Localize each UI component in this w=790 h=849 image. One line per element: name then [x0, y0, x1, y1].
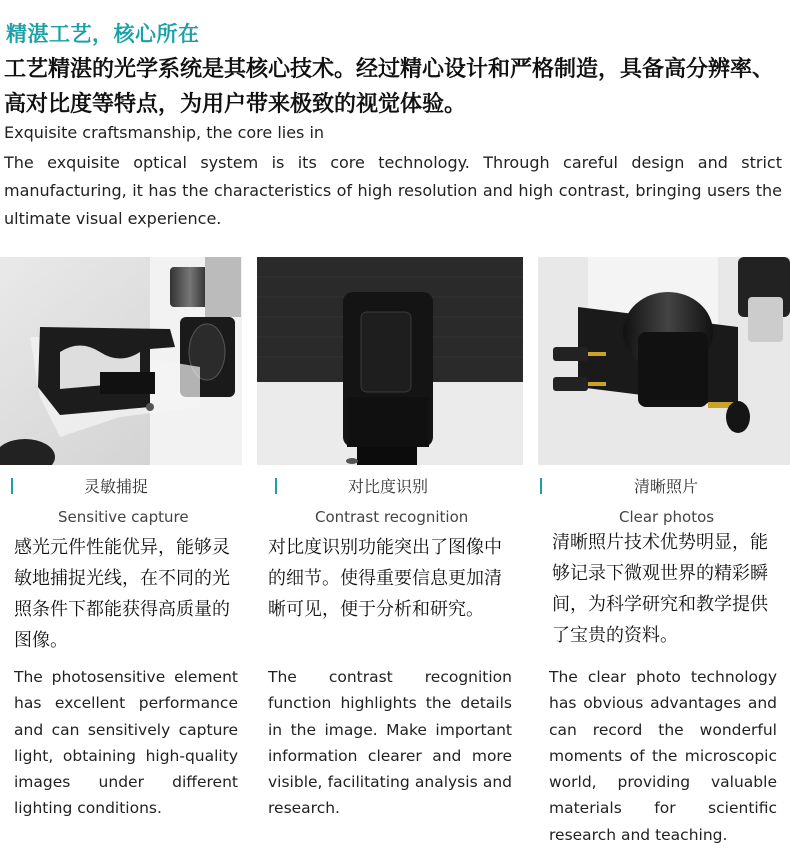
feature-body-cn-3: 清晰照片技术优势明显，能够记录下微观世界的精彩瞬间，为科学研究和教学提供了宝贵的资料。 — [552, 532, 768, 646]
feature-label-cn: 灵敏捕捉 — [84, 477, 149, 496]
caption-accent-bar — [275, 478, 277, 494]
intro-paragraph-cn: 工艺精湛的光学系统是其核心技术。经过精心设计和严格制造，具备高分辨率、高对比度等特点，为用户带来极致的视觉体验。 — [4, 57, 775, 117]
feature-card-contrast-recognition — [257, 257, 523, 526]
feature-label-en: Clear photos — [619, 508, 715, 526]
caption-accent-bar — [540, 478, 542, 494]
microscope-camera-mount-photo — [257, 257, 523, 465]
section-title-en: Exquisite craftsmanship, the core lies in — [4, 123, 325, 142]
feature-body-en-3: The clear photo technology has obvious advantages and can record the wonderful moments of the microscopic world, providing valuable materials for scientific research and teaching. — [549, 668, 777, 844]
feature-body-en-1: The photosensitive element has excellent performance and can sensitively capture light, obtaining high-quality images under different lighting conditions. — [14, 668, 238, 818]
feature-body-cn-1: 感光元件性能优异，能够灵敏地捕捉光线，在不同的光照条件下都能获得高质量的图像。 — [14, 537, 230, 651]
caption-accent-bar — [11, 478, 13, 494]
microscope-handle-photo — [0, 257, 242, 465]
intro-paragraph-en: The exquisite optical system is its core technology. Through careful design and strict manufacturing, it has the characteristics of high resolution and high contrast, bringing users the ultimate visual experience. — [4, 153, 782, 228]
section-title-cn: 精湛工艺，核心所在 — [6, 22, 200, 46]
feature-card-clear-photos — [538, 257, 790, 526]
microscope-stage-knob-photo — [538, 257, 790, 465]
feature-body-cn-2: 对比度识别功能突出了图像中的细节。使得重要信息更加清晰可见，便于分析和研究。 — [268, 537, 502, 620]
feature-card-sensitive-capture — [0, 257, 242, 526]
feature-label-cn: 对比度识别 — [348, 477, 429, 496]
feature-label-cn: 清晰照片 — [634, 477, 699, 496]
feature-body-en-2: The contrast recognition function highlights the details in the image. Make important information clearer and more visible, facilitating analysis and research. — [268, 668, 512, 818]
feature-label-en: Sensitive capture — [58, 508, 189, 526]
feature-label-en: Contrast recognition — [315, 508, 469, 526]
